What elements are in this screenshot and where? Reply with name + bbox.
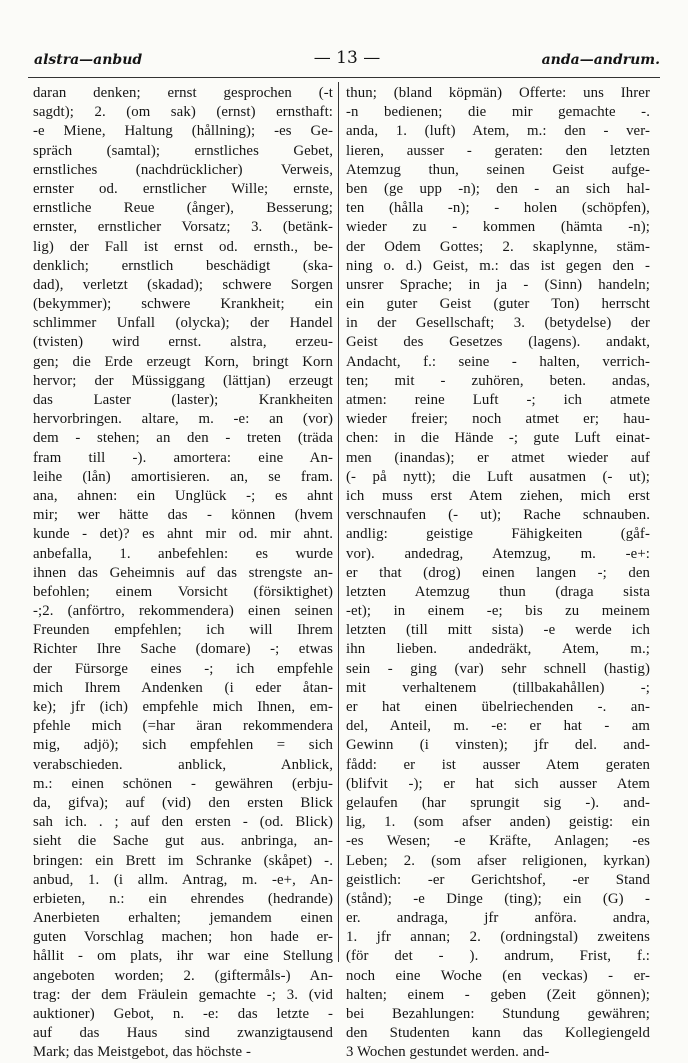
- text-line: bringen: ein Brett im Schranke (skåpet) -.: [33, 852, 333, 869]
- header-rule: [28, 77, 660, 78]
- text-line: hervor; der Müssiggang (lättjan) erzeugt: [33, 372, 333, 389]
- text-line: lig, 1. (som afser anden) geistig: ein: [346, 814, 650, 831]
- text-line: Geist des Gesetzes (lagens). andakt,: [346, 334, 650, 351]
- text-line: halten; einem - geben (Zeit gönnen);: [346, 986, 650, 1003]
- text-line: auf das Haus sind zwanzigtausend: [33, 1025, 333, 1042]
- text-line: da, gifva); auf (vid) den ersten Blick: [33, 794, 333, 811]
- text-line: ernstliche Reue (ånger), Besserung;: [33, 200, 333, 217]
- text-line: ich muss erst Atem ziehen, mich erst: [346, 487, 650, 504]
- text-line: ernster, ernstlicher Vorsatz; 3. (betänk-: [33, 219, 333, 236]
- text-line: guten Vorschlag machen; hon hade er-: [33, 929, 333, 946]
- text-line: Gewinn (i vinsten); jfr del. and-: [346, 737, 650, 754]
- text-line: mir; wer hätte das - können (hvem: [33, 507, 333, 524]
- text-line: Freunden empfehlen; ich will Ihrem: [33, 622, 333, 639]
- text-line: angeboten worden; 2. (giftermåls-) An-: [33, 967, 333, 984]
- text-line: (blifvit -); er hat sich ausser Atem: [346, 775, 650, 792]
- text-line: den Studenten kann das Kollegiengeld: [346, 1025, 650, 1042]
- text-line: daran denken; ernst gesprochen (-t: [33, 85, 333, 101]
- text-line: Andacht, f.: seine - halten, verrich-: [346, 353, 650, 370]
- text-line: befohlen; einem Vorsicht (försiktighet): [33, 583, 333, 600]
- text-line: letzten Atemzug thun (draga sista: [346, 583, 650, 600]
- text-line: ben (ge upp -n); den - an sich hal-: [346, 180, 650, 197]
- text-line: m.: einen schönen - gewähren (erbju-: [33, 775, 333, 792]
- text-line: das Laster (laster); Krankheiten: [33, 392, 333, 408]
- text-line: ana, ahnen: ein Unglück -; es ahnt: [33, 487, 333, 504]
- text-line: wieder zu - kommen (hämta -n);: [346, 219, 650, 236]
- text-line: ihn lieben. andedräkt, Atem, m.;: [346, 641, 650, 658]
- text-line: spräch (samtal); ernstliches Gebet,: [33, 142, 333, 159]
- text-line: pfehle mich (=har äran rekommendera: [33, 718, 333, 735]
- text-line: andlig: geistige Fähigkeiten (gåf-: [346, 526, 650, 543]
- text-line: -;2. (anförtro, rekommendera) einen seinen: [33, 603, 333, 620]
- column-divider: [338, 82, 339, 962]
- text-line: -e Miene, Haltung (hållning); -es Ge-: [33, 123, 333, 140]
- text-line: (- på nytt); die Luft ausatmen (- ut);: [346, 468, 650, 485]
- text-line: men (inandas); er atmet wieder auf: [346, 449, 650, 466]
- text-line: lieren, ausser - geraten: den letzten: [346, 142, 650, 159]
- text-line: in der Gesellschaft; 3. (betydelse) der: [346, 315, 650, 332]
- text-line: Atemzug thun, seinen Geist aufge-: [346, 161, 650, 178]
- text-line: hervorbringen. altare, m. -e: an (vor): [33, 411, 333, 428]
- text-line: -n bedienen; die mir gemachte -.: [346, 104, 650, 121]
- text-line: er. andraga, jfr anföra. andra,: [346, 910, 650, 927]
- text-line: auktioner) Gebot, n. -e: das letzte -: [33, 1006, 333, 1022]
- text-line: kunde - det)? es ahnt mir od. mir ahnt.: [33, 526, 333, 543]
- text-line: der Odem Gottes; 2. skaplynne, stäm-: [346, 238, 650, 255]
- text-line: erbieten, n.: ein ehrendes (hedrande): [33, 890, 333, 907]
- header-left-guideword: alstra—anbud: [34, 52, 143, 68]
- text-line: ihnen das Geheimnis auf das strengste an-: [33, 564, 333, 581]
- text-line: gelaufen (har sprungit sig -). and-: [346, 794, 650, 811]
- text-line: Anerbieten erhalten; jemandem einen: [33, 910, 333, 927]
- text-line: lig) der Fall ist ernst od. ernsth., be-: [33, 238, 333, 255]
- page-number: — 13 —: [313, 48, 381, 68]
- text-line: schlimmer Unfall (olycka); der Handel: [33, 315, 333, 332]
- text-line: anbefalla, 1. anbefehlen: es wurde: [33, 545, 333, 562]
- text-line: (stånd); -e Dinge (ting); ein (G) -: [346, 890, 650, 907]
- text-line: Leben; 2. (som afser religionen, kyrkan): [346, 852, 650, 869]
- text-line: mig, adjö); sich empfehlen = sich: [33, 737, 333, 754]
- text-line: er that (drog) einen langen -; den: [346, 564, 650, 581]
- text-line: ning o. d.) Geist, m.: das ist gegen den -: [346, 257, 650, 274]
- text-line: sein - ging (var) sehr schnell (hastig): [346, 660, 650, 677]
- text-line: anbud, 1. (i allm. Antrag, m. -e+, An-: [33, 871, 333, 888]
- text-line: sah ich. . ; auf den ersten - (od. Blick): [33, 814, 333, 831]
- text-line: bei Bezahlungen: Stundung gewähren;: [346, 1006, 650, 1022]
- text-line: -et); in einem -e; bis zu meinem: [346, 603, 650, 620]
- text-line: fram till -). amortera: eine An-: [33, 449, 333, 466]
- text-line: ernstliches (nachdrücklicher) Verweis,: [33, 161, 333, 178]
- text-line: vor). andedrag, Atemzug, m. -e+:: [346, 545, 650, 562]
- text-line: trag: der dem Fräulein gemachte -; 3. (vid: [33, 986, 333, 1003]
- page-header: [28, 48, 666, 74]
- text-line: 1. jfr annan; 2. (ordningstal) zweitens: [346, 929, 650, 946]
- text-line: mit verhaltenem (tillbakahållen) -;: [346, 679, 650, 696]
- text-line: 3 Wochen gestundet werden. and-: [346, 1044, 550, 1061]
- text-line: er hat einen übelriechenden -. an-: [346, 699, 650, 715]
- text-line: noch eine Woche (en veckas) - er-: [346, 967, 650, 984]
- text-line: unsrer Sprache; in ja - (Sinn) handeln;: [346, 276, 650, 293]
- text-line: ke); jfr (ich) empfehle mich Ihnen, em-: [33, 699, 333, 715]
- text-line: gen; die Erde erzeugt Korn, bringt Korn: [33, 353, 333, 370]
- text-line: (för det - ). andrum, Frist, f.:: [346, 948, 650, 965]
- text-line: anda, 1. (luft) Atem, m.: den - ver-: [346, 123, 650, 140]
- text-line: (tvisten) wird ernst. alstra, erzeu-: [33, 334, 333, 351]
- text-line: -es Wesen; -e Kräfte, Anlagen; -es: [346, 833, 650, 850]
- text-line: Richter Ihre Sache (domare) -; etwas: [33, 641, 333, 658]
- text-line: denklich; ernstlich beschädigt (ska-: [33, 257, 333, 274]
- right-column: [346, 84, 650, 1063]
- text-line: letzten (till mitt sista) -e werde ich: [346, 622, 650, 639]
- text-line: thun; (bland köpmän) Offerte: uns Ihrer: [346, 85, 650, 101]
- text-line: der Fürsorge eines -; ich empfehle: [33, 660, 333, 677]
- text-line: ten; mit - zuhören, beten. andas,: [346, 372, 650, 389]
- text-line: dad), verletzt (skadad); schwere Sorgen: [33, 276, 333, 293]
- text-line: fådd: er ist ausser Atem geraten: [346, 756, 650, 773]
- text-line: ten (hålla -n); - holen (schöpfen),: [346, 200, 650, 217]
- text-line: dem - stehen; an den - treten (träda: [33, 430, 333, 447]
- text-line: atmen: reine Luft -; ich atmete: [346, 392, 650, 408]
- text-line: geistlich: -er Gerichtshof, -er Stand: [346, 871, 650, 888]
- header-right-guideword: anda—andrum.: [541, 52, 660, 68]
- text-line: chen: in die Hände -; gute Luft einat-: [346, 430, 650, 447]
- text-line: verabschieden. anblick, Anblick,: [33, 756, 333, 773]
- text-line: ein guter Geist (guter Ton) herrscht: [346, 296, 650, 313]
- text-line: sieht die Sache gut aus. anbringa, an-: [33, 833, 333, 850]
- text-line: ernster od. ernstlicher Wille; ernste,: [33, 180, 333, 197]
- text-line: verschnaufen (- ut); Rache schnauben.: [346, 507, 650, 524]
- text-line: (bekymmer); schwere Krankheit; ein: [33, 296, 333, 313]
- text-line: leihe (lån) amortisieren. an, se fram.: [33, 468, 333, 485]
- text-line: mich Ihrem Andenken (i eder åtan-: [33, 679, 333, 696]
- text-line: Mark; das Meistgebot, das höchste -: [33, 1044, 252, 1061]
- text-line: sagdt); 2. (om sak) (ernst) ernsthaft:: [33, 104, 333, 121]
- text-line: wieder freier; noch atmet er; hau-: [346, 411, 650, 428]
- text-line: hållit - om plats, ihr war eine Stellung: [33, 948, 333, 965]
- text-line: del, Anteil, m. -e: er hat - am: [346, 718, 650, 735]
- left-column: [33, 84, 333, 1063]
